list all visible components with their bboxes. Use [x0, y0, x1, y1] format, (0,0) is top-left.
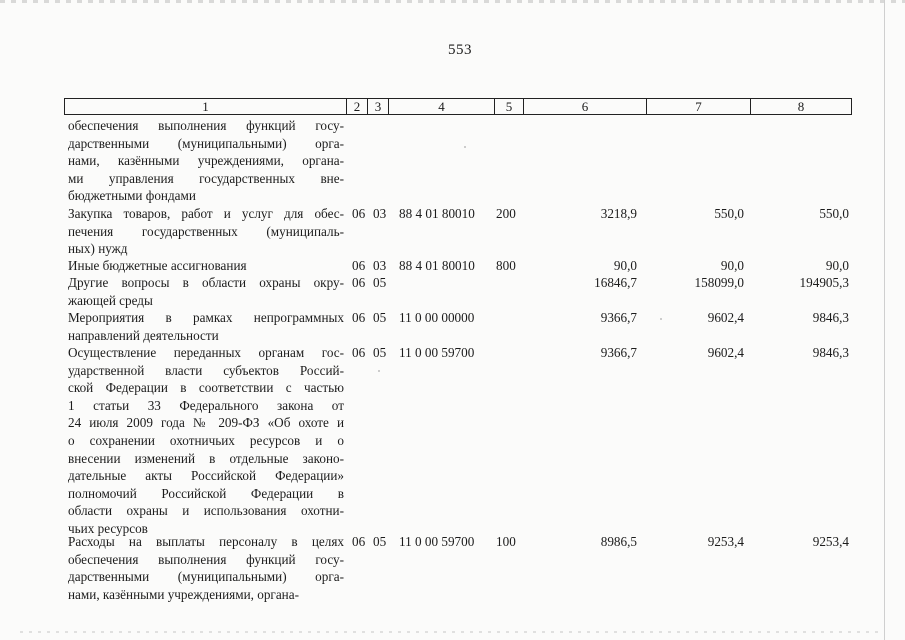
description-line: Иные бюджетные ассигнования [68, 258, 247, 273]
row-description [68, 117, 344, 205]
amount-col-7: 9602,4 [707, 345, 744, 360]
scan-top-edge [0, 0, 905, 3]
header-col-1: 1 [65, 99, 347, 114]
header-col-2: 2 [347, 99, 368, 114]
section-code: 06 [352, 345, 366, 360]
amount-col-6: 9366,7 [600, 345, 637, 360]
amount-col-7: 9602,4 [707, 310, 744, 325]
amount-col-8: 90,0 [825, 258, 849, 273]
amount-col-8: 194905,3 [799, 275, 849, 290]
description-line: о сохранении охотничьих ресурсов и о [68, 432, 344, 448]
description-line: 24 июля 2009 года № 209-ФЗ «Об охоте и [68, 415, 344, 431]
scan-bottom-edge [20, 631, 880, 633]
header-col-3: 3 [368, 99, 389, 114]
amount-col-6: 90,0 [613, 258, 637, 273]
scan-speck [660, 318, 662, 320]
header-col-8: 8 [797, 99, 805, 114]
description-line: обеспечения выполнения функций госу- [68, 118, 344, 133]
description-line: ской Федерации в соответствии с частью [68, 380, 344, 396]
amount-col-8: 9846,3 [812, 310, 849, 325]
amount-col-8: 550,0 [819, 206, 849, 221]
description-line: жающей среды [68, 292, 153, 308]
amount-col-8: 9846,3 [812, 345, 849, 360]
amount-col-6: 8986,5 [600, 534, 637, 549]
expense-type-code: 100 [496, 534, 516, 549]
section-code: 06 [352, 310, 366, 325]
header-col-6: 6 [524, 99, 647, 114]
description-line: бюджетными фондами [68, 188, 196, 204]
amount-col-6: 9366,7 [600, 310, 637, 325]
description-line: дательные акты Российской Федерации» [68, 468, 344, 484]
amount-col-6: 3218,9 [600, 206, 637, 221]
amount-col-6: 16846,7 [594, 275, 637, 290]
row-description [68, 309, 344, 344]
subsection-code: 03 [373, 206, 387, 221]
amount-col-7: 158099,0 [694, 275, 744, 290]
page-number: 553 [448, 42, 472, 58]
header-col-7: 7 [647, 99, 751, 114]
expense-type-code: 800 [496, 258, 516, 273]
description-line: Расходы на выплаты персоналу в целях [68, 534, 344, 549]
row-description [68, 344, 344, 538]
row-description [68, 533, 344, 603]
description-line: полномочий Российской Федерации в [68, 485, 344, 501]
description-line: Осуществление переданных органам гос- [68, 345, 344, 360]
amount-col-7: 550,0 [714, 206, 744, 221]
description-line: печения государственных (муниципаль- [68, 223, 344, 239]
description-line: Закупка товаров, работ и услуг для обес- [68, 206, 344, 221]
target-article-code: 11 0 00 59700 [399, 534, 475, 549]
row-description [68, 257, 344, 275]
target-article-code: 11 0 00 59700 [399, 345, 475, 360]
section-code: 06 [352, 206, 366, 221]
row-description [68, 205, 344, 258]
description-line: нами, казёнными учреждениями, органа- [68, 586, 299, 602]
description-line: Другие вопросы в области охраны окру- [68, 275, 344, 290]
description-line: ми управления государственных вне- [68, 170, 344, 186]
description-line: внесении изменений в отдельные законо- [68, 450, 344, 466]
table-header-row [64, 98, 852, 115]
description-line: обеспечения выполнения функций госу- [68, 551, 344, 567]
scan-speck [378, 370, 380, 372]
section-code: 06 [352, 258, 366, 273]
section-code: 06 [352, 534, 366, 549]
target-article-code: 88 4 01 80010 [399, 206, 475, 221]
subsection-code: 05 [373, 345, 387, 360]
scan-speck [464, 146, 466, 148]
description-line: нами, казёнными учреждениями, органа- [68, 153, 344, 169]
section-code: 06 [352, 275, 366, 290]
amount-col-8: 9253,4 [812, 534, 849, 549]
subsection-code: 05 [373, 275, 387, 290]
amount-col-7: 90,0 [720, 258, 744, 273]
description-line: чьих ресурсов [68, 520, 148, 536]
header-col-5: 5 [495, 99, 524, 114]
subsection-code: 03 [373, 258, 387, 273]
description-line: Мероприятия в рамках непрограммных [68, 310, 344, 325]
description-line: области охраны и использования охотни- [68, 503, 344, 519]
scan-right-edge [884, 0, 885, 640]
subsection-code: 05 [373, 534, 387, 549]
target-article-code: 11 0 00 00000 [399, 310, 475, 325]
subsection-code: 05 [373, 310, 387, 325]
row-description [68, 274, 344, 309]
description-line: ударственной власти субъектов Россий- [68, 362, 344, 378]
amount-col-7: 9253,4 [707, 534, 744, 549]
header-col-4: 4 [389, 99, 495, 114]
description-line: 1 статьи 33 Федерального закона от [68, 397, 344, 413]
description-line: ных) нужд [68, 241, 128, 257]
description-line: дарственными (муниципальными) орга- [68, 135, 344, 151]
expense-type-code: 200 [496, 206, 516, 221]
target-article-code: 88 4 01 80010 [399, 258, 475, 273]
description-line: направлений деятельности [68, 327, 219, 343]
description-line: дарственными (муниципальными) орга- [68, 569, 344, 585]
